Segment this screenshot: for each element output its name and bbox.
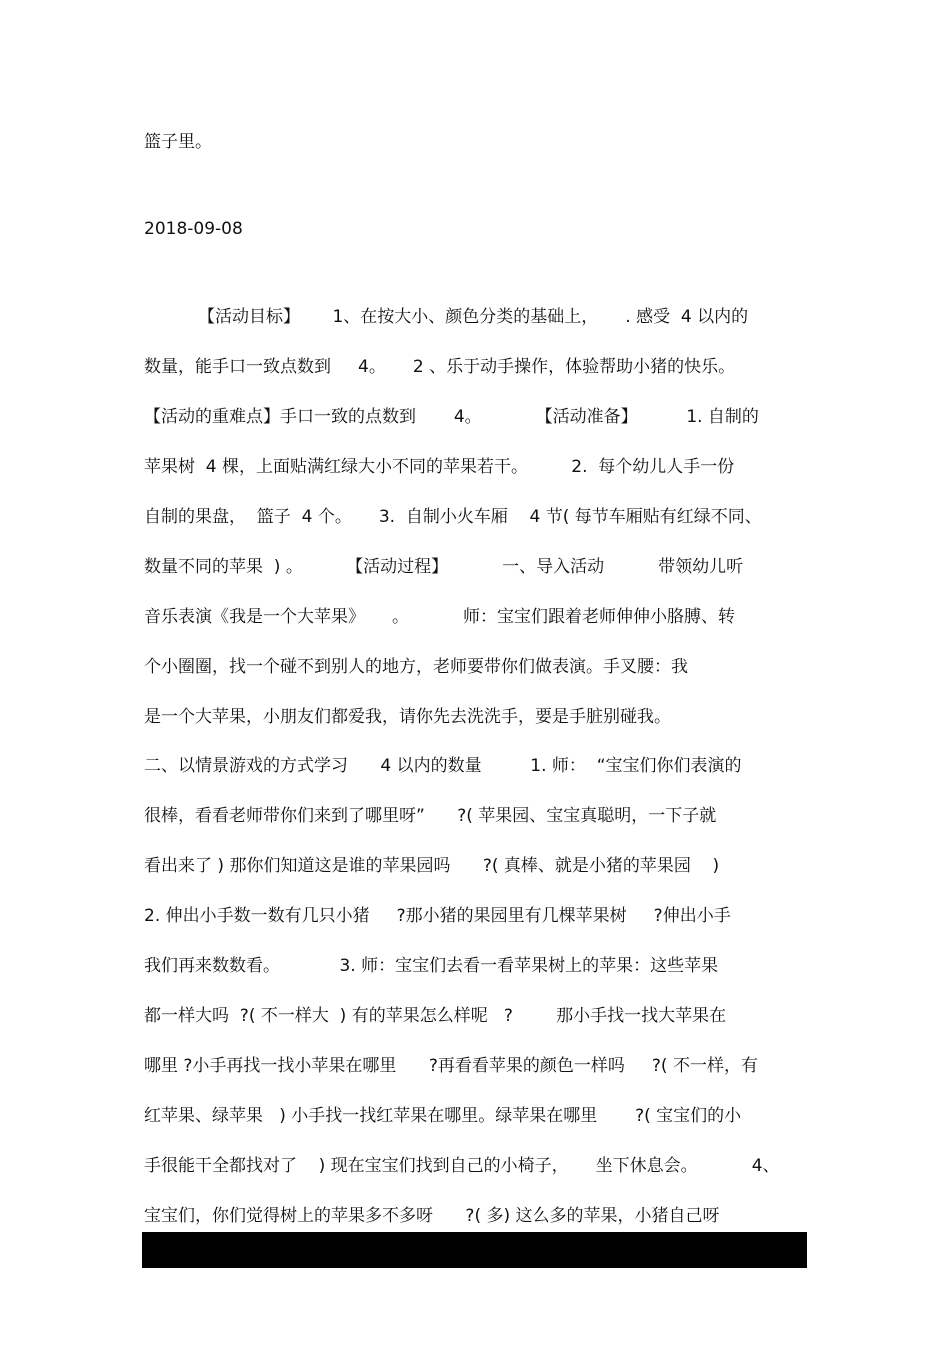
text-line-13: 很棒，看看老师带你们来到了哪里呀” ?( 苹果园、宝宝真聪明，一下子就	[144, 806, 717, 826]
text-line-21: 宝宝们，你们觉得树上的苹果多不多呀 ?( 多) 这么多的苹果，小猪自己呀	[144, 1206, 720, 1226]
date-line: 2018-09-08	[144, 219, 243, 239]
text-line-8: 数量不同的苹果 ) 。 【活动过程】 一、导入活动 带领幼儿听	[144, 557, 744, 577]
text-line-12: 二、以情景游戏的方式学习 4 以内的数量 1. 师： “宝宝们你们表演的	[144, 756, 742, 776]
text-line-18: 哪里 ?小手再找一找小苹果在哪里 ?再看看苹果的颜色一样吗 ?( 不一样，有	[144, 1056, 758, 1076]
text-line-3: 【活动目标】 1、在按大小、颜色分类的基础上， . 感受 4 以内的	[144, 307, 749, 327]
text-line-10: 个小圈圈，找一个碰不到别人的地方，老师要带你们做表演。手叉腰：我	[144, 657, 688, 677]
redaction-bar	[142, 1232, 807, 1268]
text-line-14: 看出来了 ) 那你们知道这是谁的苹果园吗 ?( 真棒、就是小猪的苹果园 )	[144, 856, 720, 876]
text-line-11: 是一个大苹果，小朋友们都爱我，请你先去洗洗手，要是手脏别碰我。	[144, 707, 671, 727]
text-line-7: 自制的果盘， 篮子 4 个。 3. 自制小火车厢 4 节( 每节车厢贴有红绿不同、	[144, 507, 762, 527]
text-line-1: 篮子里。	[144, 132, 212, 152]
text-line-19: 红苹果、绿苹果 ) 小手找一找红苹果在哪里。绿苹果在哪里 ?( 宝宝们的小	[144, 1106, 742, 1126]
text-line-4: 数量，能手口一致点数到 4。 2 、乐于动手操作，体验帮助小猪的快乐。	[144, 357, 736, 377]
text-line-16: 我们再来数数看。 3. 师：宝宝们去看一看苹果树上的苹果：这些苹果	[144, 956, 719, 976]
text-line-9: 音乐表演《我是一个大苹果》 。 师：宝宝们跟着老师伸伸小胳膊、转	[144, 607, 736, 627]
text-line-5: 【活动的重难点】手口一致的点数到 4。 【活动准备】 1. 自制的	[144, 407, 759, 427]
text-line-17: 都一样大吗 ?( 不一样大 ) 有的苹果怎么样呢 ? 那小手找一找大苹果在	[144, 1006, 727, 1026]
text-line-20: 手很能干全都找对了 ) 现在宝宝们找到自己的小椅子， 坐下休息会。 4、	[144, 1156, 780, 1176]
text-line-6: 苹果树 4 棵，上面贴满红绿大小不同的苹果若干。 2. 每个幼儿人手一份	[144, 457, 735, 477]
text-line-15: 2. 伸出小手数一数有几只小猪 ?那小猪的果园里有几棵苹果树 ?伸出小手	[144, 906, 731, 926]
